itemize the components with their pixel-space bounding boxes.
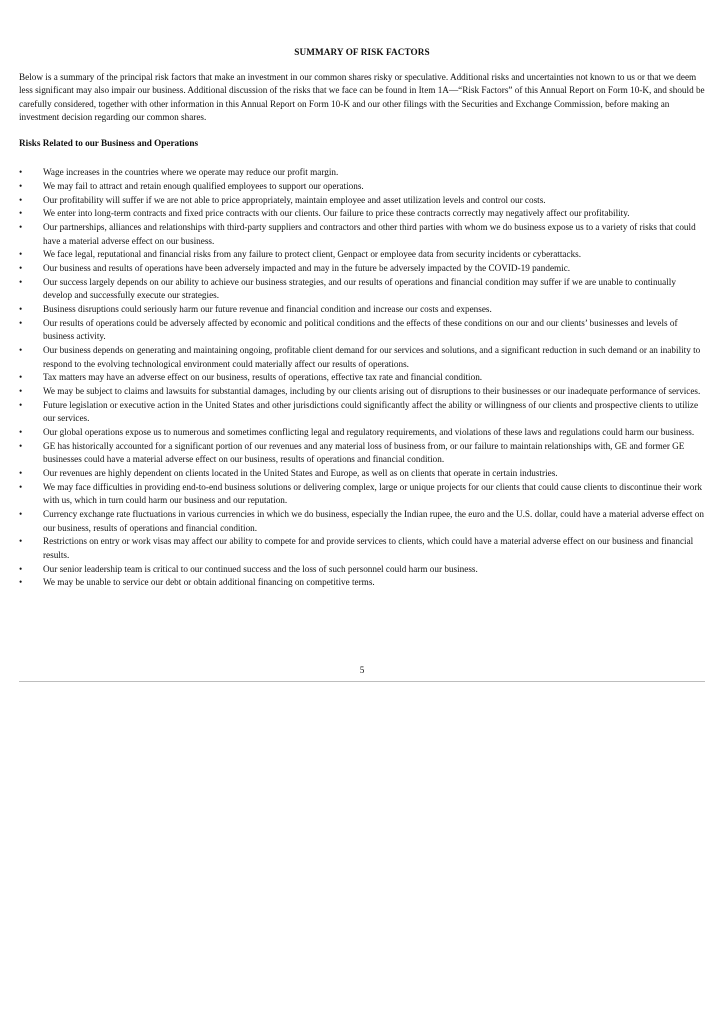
list-item bbox=[19, 221, 705, 248]
section-heading: Risks Related to our Business and Operations bbox=[19, 138, 199, 148]
bullet-icon: • bbox=[19, 208, 23, 219]
risk-text: We enter into long-term contracts and fixed price contracts with our clients. Our failure to price these contracts correctly may negatively affect our profitability. bbox=[43, 208, 630, 219]
list-item bbox=[19, 467, 705, 480]
list-item bbox=[19, 180, 705, 193]
risk-text: Our business depends on generating and maintaining ongoing, profitable client demand for our services and solutions, and a significant reduction in such demand or an inability to respond to the evolving technological environment could materially affect our results of operations. bbox=[43, 345, 701, 369]
list-item bbox=[19, 317, 705, 344]
list-item bbox=[19, 385, 705, 398]
bullet-icon: • bbox=[19, 372, 23, 383]
bullet-icon: • bbox=[19, 399, 23, 410]
intro-paragraph: Below is a summary of the principal risk factors that make an investment in our common shares risky or speculative. Additional risks and uncertainties not known to us or that we deem less significant may also impair our business. Additional discussion of the risks that we face can be found in Item 1A—“Risk Factors” of this Annual Report on Form 10-K, and should be carefully considered, together with other information in this Annual Report on Form 10-K and our other filings with the Securities and Exchange Commission, before making an investment decision regarding our common shares. bbox=[19, 72, 705, 123]
risk-text: Our revenues are highly dependent on clients located in the United States and Europe, as well as on clients that operate in certain industries. bbox=[43, 468, 558, 479]
list-item bbox=[19, 576, 705, 589]
list-item bbox=[19, 371, 705, 384]
bullet-icon: • bbox=[19, 563, 23, 574]
list-item bbox=[19, 508, 705, 535]
risk-text: We may be unable to service our debt or obtain additional financing on competitive terms. bbox=[43, 577, 375, 588]
list-item bbox=[19, 440, 705, 467]
risk-text: Tax matters may have an adverse effect on our business, results of operations, effective tax rate and financial condition. bbox=[43, 372, 483, 383]
bullet-icon: • bbox=[19, 440, 23, 451]
list-item bbox=[19, 535, 705, 562]
risk-text: We may face difficulties in providing end-to-end business solutions or delivering complex, large or unique projects for our clients that could cause clients to discontinue their work with us, which in turn could harm our business and our reputation. bbox=[43, 481, 702, 506]
bullet-icon: • bbox=[19, 386, 23, 397]
risk-text: We face legal, reputational and financial risks from any failure to protect client, Genpact or employee data from security incidents or cyberattacks. bbox=[43, 249, 582, 260]
bullet-icon: • bbox=[19, 345, 23, 356]
risk-text: Our profitability will suffer if we are not able to price appropriately, maintain employee and asset utilization levels and control our costs. bbox=[43, 194, 546, 205]
list-item bbox=[19, 303, 705, 316]
risk-text: Restrictions on entry or work visas may affect our ability to compete for and provide services to clients, which could have a material adverse effect on our business and financial results. bbox=[43, 536, 694, 560]
bullet-icon: • bbox=[19, 304, 23, 315]
risk-text: We may fail to attract and retain enough qualified employees to support our operations. bbox=[43, 180, 364, 191]
bullet-icon: • bbox=[19, 249, 23, 260]
list-item bbox=[19, 262, 705, 275]
page-divider bbox=[19, 681, 705, 682]
risk-text: Future legislation or executive action in the United States and other jurisdictions could significantly affect the ability or willingness of our clients and prospective clients to utilize our services. bbox=[43, 399, 699, 424]
bullet-icon: • bbox=[19, 468, 23, 479]
risk-text: Business disruptions could seriously harm our future revenue and financial condition and increase our costs and expenses. bbox=[43, 304, 492, 315]
list-item bbox=[19, 194, 705, 207]
risk-text: Our success largely depends on our ability to achieve our business strategies, and our results of operations and financial condition may suffer if we are unable to continually develop and successfully execute our strategies. bbox=[43, 276, 676, 301]
list-item bbox=[19, 207, 705, 220]
document-title: SUMMARY OF RISK FACTORS bbox=[294, 47, 430, 57]
bullet-icon: • bbox=[19, 427, 23, 438]
bullet-icon: • bbox=[19, 263, 23, 274]
list-item bbox=[19, 481, 705, 508]
list-item bbox=[19, 344, 705, 371]
risk-text: Wage increases in the countries where we operate may reduce our profit margin. bbox=[43, 167, 339, 177]
bullet-icon: • bbox=[19, 317, 23, 328]
bullet-icon: • bbox=[19, 577, 23, 588]
bullet-icon: • bbox=[19, 536, 23, 547]
risk-text: Currency exchange rate fluctuations in various currencies in which we do business, especially the Indian rupee, the euro and the U.S. dollar, could have a material adverse effect on our business, results of operations and financial condition. bbox=[43, 509, 704, 533]
risk-factor-list bbox=[19, 166, 705, 590]
risk-text: Our senior leadership team is critical to our continued success and the loss of such personnel could harm our business. bbox=[43, 563, 478, 574]
bullet-icon: • bbox=[19, 194, 23, 205]
bullet-icon: • bbox=[19, 167, 23, 177]
bullet-icon: • bbox=[19, 180, 23, 191]
list-item bbox=[19, 276, 705, 303]
list-item bbox=[19, 399, 705, 426]
risk-text: GE has historically accounted for a significant portion of our revenues and any material loss of business from, or our failure to maintain relationships with, GE and former GE businesses could have a material adverse effect on our business, results of operations and financial condition. bbox=[43, 440, 685, 465]
risk-text: We may be subject to claims and lawsuits for substantial damages, including by our clients arising out of disruptions to their businesses or our inadequate performance of services. bbox=[43, 386, 701, 397]
bullet-icon: • bbox=[19, 481, 23, 492]
risk-text: Our global operations expose us to numerous and sometimes conflicting legal and regulatory requirements, and violations of these laws and regulations could harm our business. bbox=[43, 427, 695, 438]
list-item bbox=[19, 426, 705, 439]
page-number: 5 bbox=[359, 665, 365, 675]
list-item bbox=[19, 248, 705, 261]
risk-text: Our partnerships, alliances and relationships with third-party suppliers and contractors and other third parties with whom we do business expose us to a variety of risks that could have a material adverse effect on our business. bbox=[43, 222, 696, 246]
bullet-icon: • bbox=[19, 509, 23, 520]
bullet-icon: • bbox=[19, 222, 23, 233]
risk-text: Our results of operations could be adversely affected by economic and political conditions and the effects of these conditions on our and our clients’ businesses and levels of business activity. bbox=[43, 317, 678, 342]
list-item bbox=[19, 563, 705, 576]
risk-text: Our business and results of operations have been adversely impacted and may in the future be adversely impacted by the COVID-19 pandemic. bbox=[43, 263, 571, 274]
list-item bbox=[19, 166, 705, 179]
bullet-icon: • bbox=[19, 276, 23, 287]
